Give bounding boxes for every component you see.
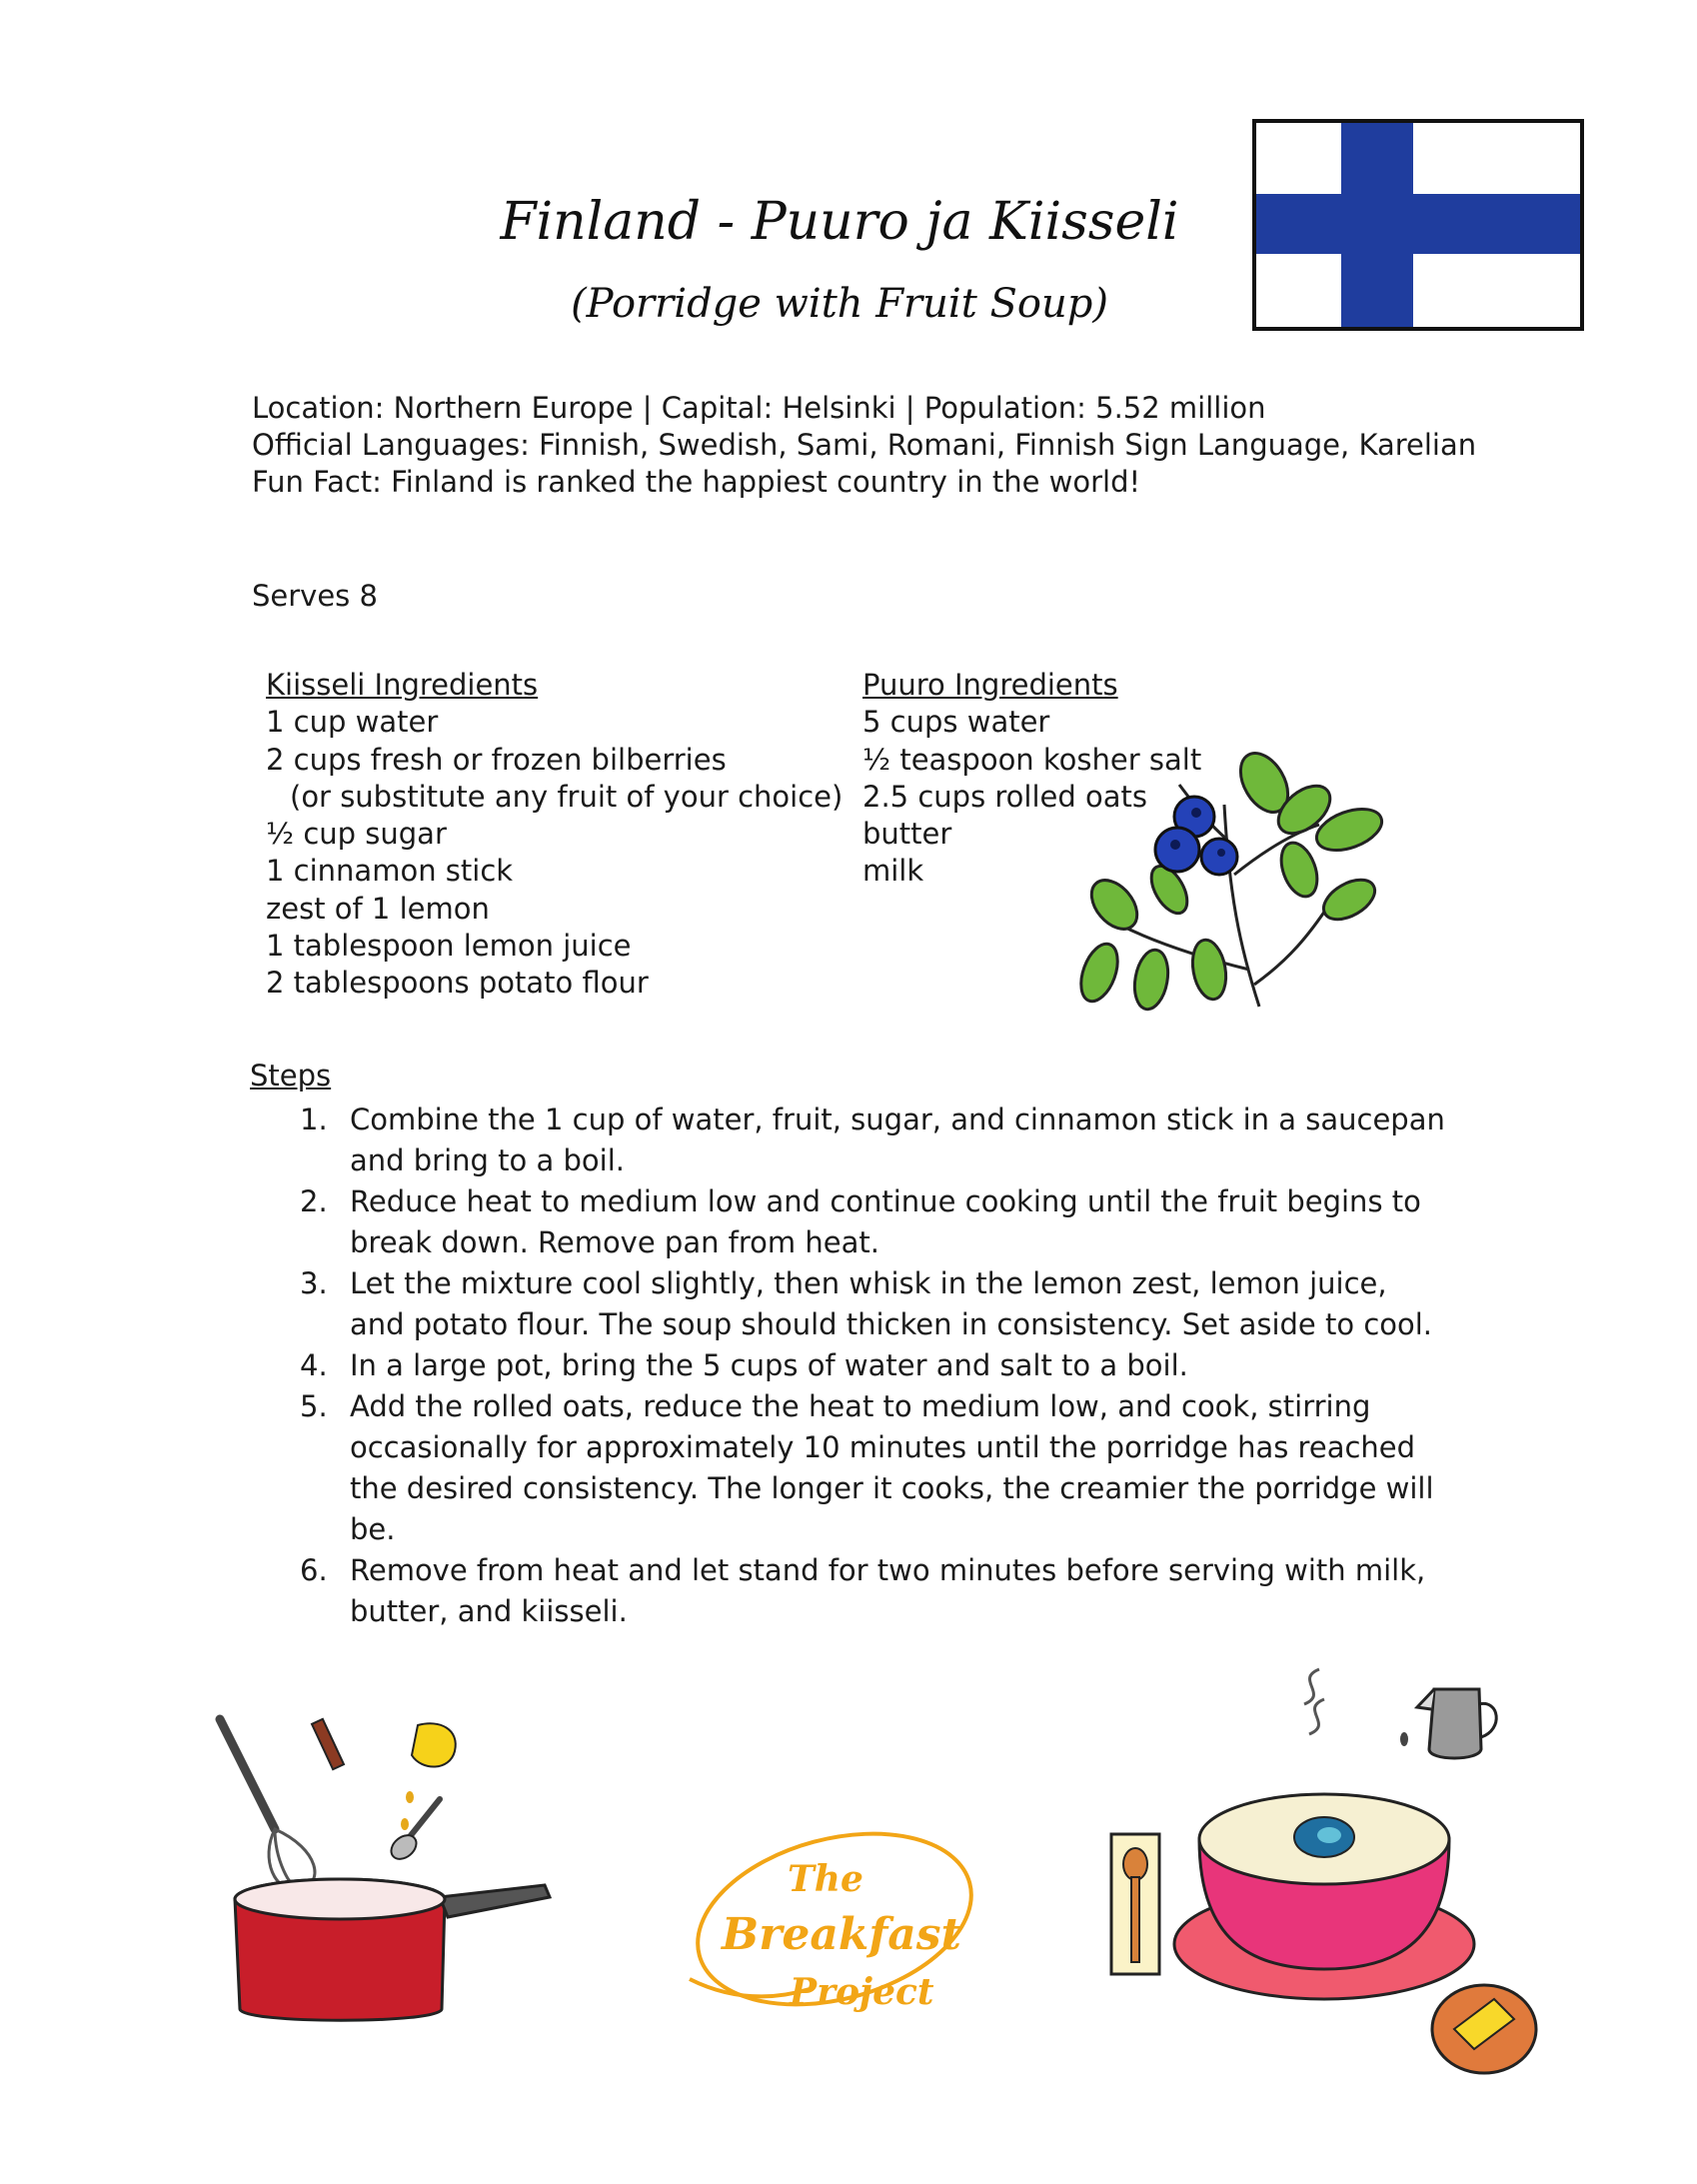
info-location: Location: Northern Europe | Capital: Helsinki | Population: 5.52 million bbox=[252, 391, 1266, 425]
ingredient-item: ½ cup sugar bbox=[266, 817, 447, 852]
step-number: 3. bbox=[300, 1266, 328, 1300]
kiisseli-heading: Kiisseli Ingredients bbox=[266, 668, 539, 702]
page-subtitle: (Porridge with Fruit Soup) bbox=[571, 281, 1108, 327]
step-text: Let the mixture cool slightly, then whisk in the lemon zest, lemon juice, and potato flour. The soup should thicken in consistency. Set aside to cool. bbox=[350, 1266, 1433, 1341]
list-item bbox=[290, 1386, 1449, 1550]
logo-word-the: The bbox=[788, 1858, 863, 1900]
country-info bbox=[252, 390, 1476, 501]
logo-word-breakfast: Breakfast bbox=[722, 1909, 961, 1960]
puuro-heading: Puuro Ingredients bbox=[862, 668, 1118, 702]
ingredient-item: 1 cup water bbox=[266, 705, 439, 740]
ingredient-item: 2.5 cups rolled oats bbox=[862, 779, 1148, 814]
kiisseli-ingredients bbox=[266, 667, 843, 1003]
list-item bbox=[290, 1263, 1449, 1345]
step-number: 2. bbox=[300, 1184, 328, 1218]
serves-count: Serves 8 bbox=[252, 579, 378, 613]
steps-heading: Steps bbox=[250, 1059, 332, 1092]
step-text: Add the rolled oats, reduce the heat to medium low, and cook, stirring occasionally for approximately 10 minutes until the porridge has reached the desired consistency. The longer it cooks, the creamier the porridge will be. bbox=[350, 1389, 1434, 1546]
saucepan-illustration-icon bbox=[200, 1689, 560, 2029]
step-text: Combine the 1 cup of water, fruit, sugar, and cinnamon stick in a saucepan and bring to a boil. bbox=[350, 1102, 1445, 1177]
ingredient-item: ½ teaspoon kosher salt bbox=[862, 742, 1202, 777]
step-number: 1. bbox=[300, 1102, 328, 1136]
list-item bbox=[290, 1099, 1449, 1181]
steps-list bbox=[290, 1099, 1449, 1632]
ingredient-item: 2 cups fresh or frozen bilberries bbox=[266, 742, 727, 777]
step-text: In a large pot, bring the 5 cups of water and salt to a boil. bbox=[350, 1348, 1188, 1382]
porridge-bowl-illustration-icon bbox=[1099, 1649, 1559, 2099]
info-languages: Official Languages: Finnish, Swedish, Sami, Romani, Finnish Sign Language, Karelian bbox=[252, 428, 1477, 462]
ingredient-item: 1 tablespoon lemon juice bbox=[266, 929, 632, 964]
step-text: Remove from heat and let stand for two minutes before serving with milk, butter, and kiisseli. bbox=[350, 1553, 1426, 1628]
info-fun-fact: Fun Fact: Finland is ranked the happiest country in the world! bbox=[252, 465, 1141, 499]
ingredient-item: 5 cups water bbox=[862, 705, 1050, 740]
breakfast-project-logo bbox=[670, 1819, 989, 2039]
logo-word-project: Project bbox=[790, 1971, 934, 2013]
ingredient-item: butter bbox=[862, 817, 952, 852]
page-title: Finland - Puuro ja Kiisseli bbox=[500, 192, 1179, 252]
ingredient-item: 1 cinnamon stick bbox=[266, 854, 514, 889]
list-item bbox=[290, 1181, 1449, 1263]
finland-flag-icon bbox=[1251, 118, 1591, 338]
step-number: 6. bbox=[300, 1553, 328, 1587]
ingredient-item: 2 tablespoons potato flour bbox=[266, 966, 649, 1001]
ingredient-note: (or substitute any fruit of your choice) bbox=[290, 779, 844, 814]
step-text: Reduce heat to medium low and continue cooking until the fruit begins to break down. Remove pan from heat. bbox=[350, 1184, 1421, 1259]
step-number: 5. bbox=[300, 1389, 328, 1423]
list-item bbox=[290, 1550, 1449, 1632]
list-item bbox=[290, 1345, 1449, 1386]
ingredient-item: zest of 1 lemon bbox=[266, 891, 490, 926]
ingredient-item: milk bbox=[862, 854, 924, 889]
step-number: 4. bbox=[300, 1348, 328, 1382]
bilberry-branch-icon bbox=[1059, 745, 1399, 1025]
